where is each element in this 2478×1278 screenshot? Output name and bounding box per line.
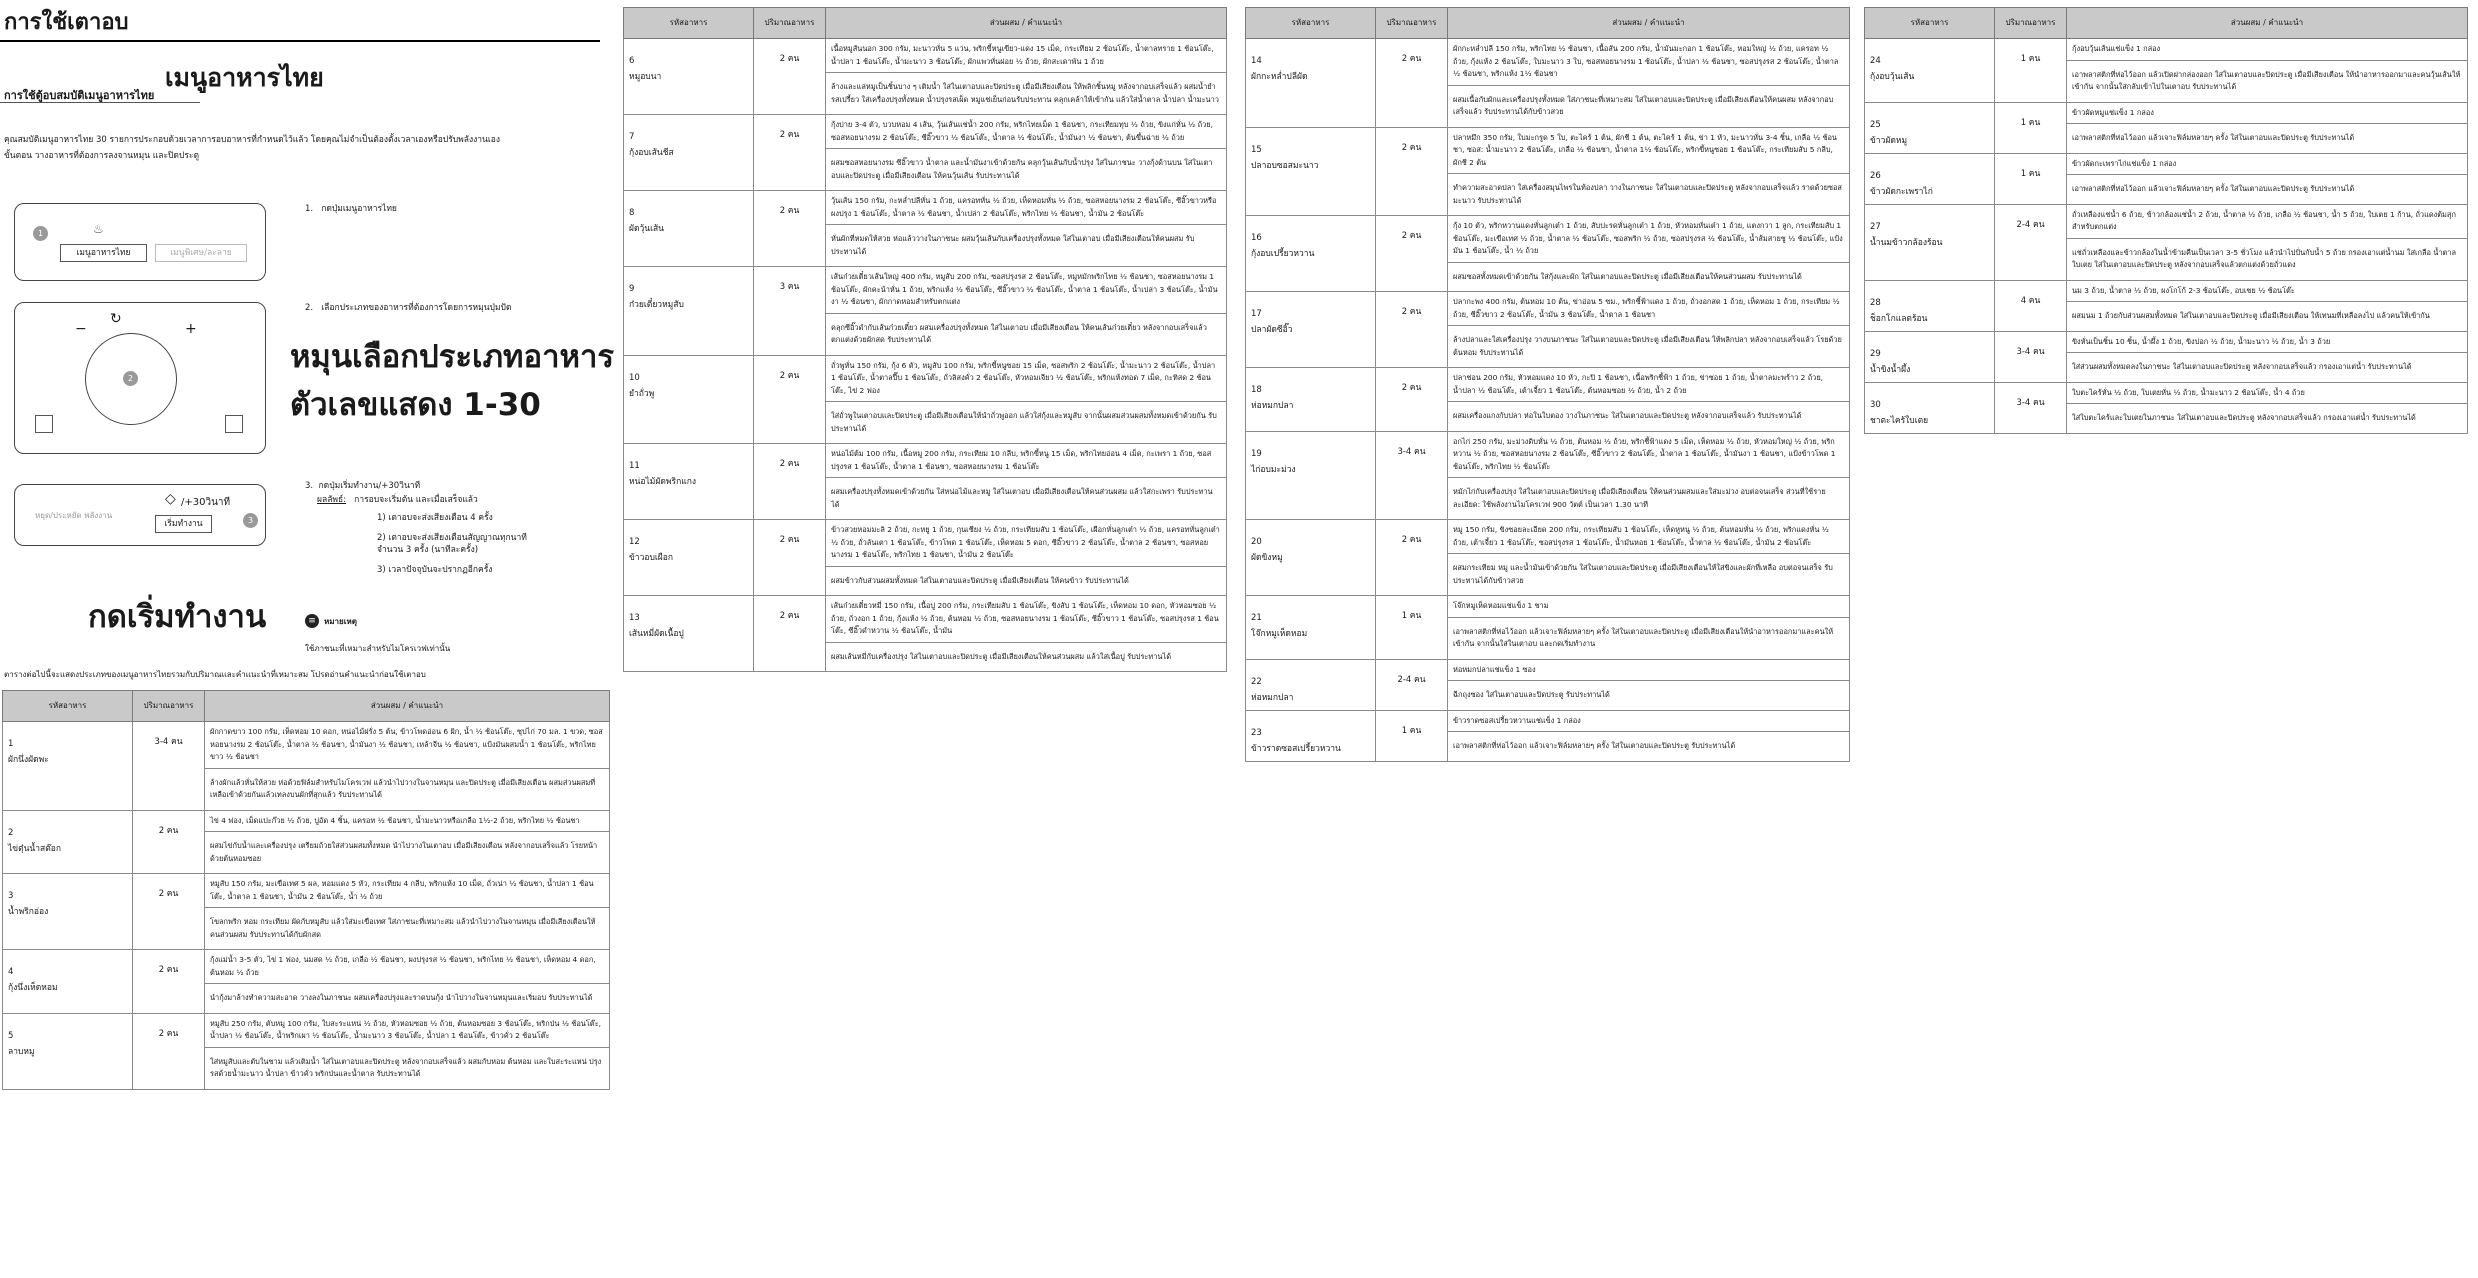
dish-name: ช็อกโกแลตร้อน — [1870, 313, 1928, 324]
dish-name: ก๋วยเตี๋ยวหมูสับ — [629, 300, 684, 310]
dish-ingredients: หมู 150 กรัม, ขิงซอยละเอียด 200 กรัม, กระเทียมสับ 1 ช้อนโต๊ะ, เห็ดหูหนู ½ ถ้วย, ต้นหอมหั่น ½ ถ้วย, พริกแดงหั่น ½ ถ้วย, เต้าเจี้ยว 1 ช้อนโต๊ะ, ซอสปรุงรส 1 ช้อนโต๊ะ, น้ำมันหอย 1 ช้อนโต๊ะ, น้ำตาล ½ ช้อนโต๊ะ, น้ำมัน 2 ช้อนโต๊ะ — [1448, 520, 1850, 554]
dish-quantity: 2 คน — [754, 520, 826, 596]
dish-name: ไก่อบมะม่วง — [1251, 464, 1296, 475]
title-divider — [0, 40, 600, 42]
dish-ingredients: ใบตะไคร้หั่น ½ ถ้วย, ใบเตยหั่น ½ ถ้วย, น้ำมะนาว 2 ช้อนโต๊ะ, น้ำ 4 ถ้วย — [2067, 382, 2468, 404]
dish-name-cell — [1246, 39, 1376, 128]
dish-name: ปลาอบซอสมะนาว — [1251, 160, 1319, 171]
dish-code: 16 — [1251, 233, 1262, 243]
dish-name-cell — [624, 355, 754, 444]
header-qty: ปริมาณอาหาร — [754, 8, 826, 39]
subheading: การใช้ตู้อบสมบัติเมนูอาหารไทย — [4, 89, 155, 102]
table-row — [624, 191, 1227, 225]
dish-name: ชาตะไคร้ใบเตย — [1870, 415, 1929, 426]
dish-code: 15 — [1251, 144, 1262, 155]
step-text: กดปุ่มเริ่มทำงาน/+30วินาที — [318, 481, 421, 491]
thai-menu-button[interactable] — [60, 244, 147, 262]
header-name: รหัสอาหาร — [624, 8, 754, 39]
dish-quantity: 2-4 คน — [1376, 659, 1448, 710]
table-row — [624, 520, 1227, 567]
table-row — [1865, 280, 2468, 302]
dish-ingredients: วุ้นเส้น 150 กรัม, กะหล่ำปลีหั่น 1 ถ้วย, แครอทหั่น ½ ถ้วย, เห็ดหอมหั่น ½ ถ้วย, ซอสหอยนางรม 2 ช้อนโต๊ะ, ซีอิ๊วขาวหรือผงปรุง 1 ช้อนโต๊ะ, น้ำตาล ½ ช้อนชา, น้ำเปล่า 2 ช้อนโต๊ะ, พริกไทย ½ ช้อนชา, น้ำมัน 2 ช้อนโต๊ะ — [826, 191, 1227, 225]
result-item: 3) เวลาปัจจุบันจะปรากฏอีกครั้ง — [377, 565, 493, 575]
table-row — [1246, 39, 1850, 86]
power-icon — [35, 415, 53, 433]
dish-name-cell — [1865, 102, 1995, 153]
caption-display: ตัวเลขแสดง 1-30 — [290, 387, 541, 423]
dish-code: 4 — [8, 967, 14, 977]
dish-name-cell — [1246, 520, 1376, 596]
dish-quantity: 2 คน — [754, 39, 826, 115]
table-row — [3, 810, 610, 832]
dish-name: หน่อไม้ผัดพริกแกง — [629, 477, 696, 487]
menu-table-2 — [623, 7, 1227, 672]
dish-quantity: 3 คน — [754, 267, 826, 356]
dish-quantity: 2 คน — [754, 115, 826, 191]
dish-quantity: 2 คน — [754, 444, 826, 520]
dish-name-cell — [1246, 216, 1376, 292]
dish-ingredients: ข้าวราดซอสเปรี้ยวหวานแช่แข็ง 1 กล่อง — [1448, 710, 1850, 732]
table-row — [624, 115, 1227, 149]
header-name: รหัสอาหาร — [3, 691, 133, 722]
step-number: 2. — [305, 303, 314, 313]
dish-instruction: ล้างผักแล้วหั่นให้สวย ห่อด้วยฟิล์มสำหรับไมโครเวฟ แล้วนำไปวางในจานหมุน และปิดประตู เมื่อมีเสียงเตือน ผสมส่วนผสมที่เหลือเข้าด้วยกันแล้วเทลงบนผักที่สุกแล้ว รับประทานได้ — [205, 768, 610, 810]
table-row — [1246, 520, 1850, 554]
dish-instruction: ทำความสะอาดปลา ใส่เครื่องสมุนไพรในท้องปลา วางในภาชนะ ใส่ในเตาอบและปิดประตู หลังจากอบเสร็จแล้ว ราดด้วยซอสมะนาว รับประทานได้ — [1448, 174, 1850, 216]
step-number: 3. — [305, 481, 314, 491]
table-row — [1246, 659, 1850, 681]
caption-press: กดเริ่มทำงาน — [88, 599, 267, 635]
table-body — [3, 722, 610, 1090]
dish-name-cell — [1865, 204, 1995, 280]
step-1 — [305, 203, 397, 215]
dish-name: ปลาผัดซีอิ๊ว — [1251, 325, 1293, 335]
dish-name-cell — [1865, 153, 1995, 204]
table-body — [1865, 39, 2468, 434]
dish-name: เส้นหมี่ผัดเนื้อปู — [629, 629, 684, 639]
control-panel-2 — [14, 302, 266, 454]
dish-code: 1 — [8, 739, 14, 749]
control-panel-3 — [14, 484, 266, 546]
dish-ingredients: ห่อหมกปลาแช่แข็ง 1 ซอง — [1448, 659, 1850, 681]
dish-code: 13 — [629, 613, 640, 623]
table-row — [624, 596, 1227, 643]
dish-instruction: ใส่ถั่วพูในเตาอบและปิดประตู เมื่อมีเสียงเตือนให้นำถั่วพูออก แล้วใส่กุ้งและหมูสับ จากนั้นผสมส่วนผสมทั้งหมดเข้าด้วยกัน รับประทานได้ — [826, 402, 1227, 444]
dish-quantity: 2 คน — [1376, 127, 1448, 216]
header-qty: ปริมาณอาหาร — [1995, 8, 2067, 39]
dish-instruction: ผสมเครื่องปรุงทั้งหมดเข้าด้วยกัน ใส่หน่อไม้และหมู ใส่ในเตาอบ เมื่อมีเสียงเตือนให้คนส่วนผสม แล้วใส่กะเพรา รับประทานได้ — [826, 478, 1227, 520]
dish-ingredients: ผักกาดขาว 100 กรัม, เห็ดหอม 10 ดอก, หน่อไม้ฝรั่ง 5 ต้น, ข้าวโพดอ่อน 6 ฝัก, น้ำ ½ ช้อนโต๊ะ, ซุปไก่ 70 มล. 1 ขวด, ซอสหอยนางรม 2 ช้อนโต๊ะ, น้ำตาล ½ ช้อนชา, น้ำมันงา ½ ช้อนชา, เหล้าจีน ½ ช้อนชา, แป้งมันผสมน้ำ 1 ช้อนโต๊ะ, พริกไทยขาว ½ ช้อนชา — [205, 722, 610, 769]
dish-instruction: คลุกซีอิ๊วดำกับเส้นก๋วยเตี๋ยว ผสมเครื่องปรุงทั้งหมด ใส่ในเตาอบ เมื่อมีเสียงเตือน ให้คนเส้นก๋วยเตี๋ยว หลังจากอบเสร็จแล้ว ตกแต่งด้วยผักสด รับประทานได้ — [826, 313, 1227, 355]
table-header-row — [1246, 8, 1850, 39]
dish-name-cell — [1865, 331, 1995, 382]
dish-quantity: 2 คน — [133, 810, 205, 874]
note-text: ใช้ภาชนะที่เหมาะสำหรับไมโครเวฟเท่านั้น — [305, 644, 451, 653]
timer-icon — [225, 415, 243, 433]
dish-quantity: 2 คน — [1376, 368, 1448, 432]
dish-quantity: 4 คน — [1995, 280, 2067, 331]
section-heading: เมนูอาหารไทย — [165, 63, 324, 92]
table-row — [1865, 204, 2468, 238]
dish-instruction: หั่นผักที่หมดให้สวย ห่อแล้ววางในภาชนะ ผสมวุ้นเส้นกับเครื่องปรุงทั้งหมด ใส่ในเตาอบ เมื่อมีเสียงเตือนให้คนผสม รับประทานได้ — [826, 225, 1227, 267]
dish-name: กุ้งอบเปรี้ยวหวาน — [1251, 249, 1315, 259]
header-ingredients: ส่วนผสม / คำแนะนำ — [205, 691, 610, 722]
step-badge-2: 2 — [123, 371, 138, 386]
table-header-row — [3, 691, 610, 722]
dish-instruction: เอาพลาสติกที่ห่อไว้ออก แล้วเจาะฟิล์มหลายๆ ครั้ง ใส่ในเตาอบและปิดประตู เมื่อมีเสียงเตือนให้นำอาหารออกมาและคนให้เข้ากัน จากนั้นใส่ในเตาอบ และกดเริ่มทำงาน — [1448, 617, 1850, 659]
dish-name-cell — [624, 596, 754, 672]
dish-code: 3 — [8, 891, 14, 901]
table-row — [1865, 153, 2468, 175]
dish-ingredients: ข้าวผัดกะเพราไก่แช่แข็ง 1 กล่อง — [2067, 153, 2468, 175]
dish-name-cell — [1865, 382, 1995, 433]
dish-quantity: 2 คน — [1376, 520, 1448, 596]
dish-name-cell — [3, 722, 133, 811]
table-header-row — [624, 8, 1227, 39]
dish-quantity: 1 คน — [1995, 102, 2067, 153]
dish-ingredients: เนื้อหมูสันนอก 300 กรัม, มะนาวหั่น 5 แว่น, พริกขี้หนูเขียว-แดง 15 เม็ด, กระเทียม 2 ช้อนโต๊ะ, น้ำตาลทราย 1 ช้อนโต๊ะ, น้ำปลา 1 ช้อนโต๊ะ, น้ำมะนาว 3 ช้อนโต๊ะ, ผักแพวหั่นฝอย ½ ถ้วย, ผักสะเดาพัน 1 ถ้วย — [826, 39, 1227, 73]
dish-quantity: 1 คน — [1995, 153, 2067, 204]
dish-name: ผักนึ่งผัดพะ — [8, 755, 49, 765]
dish-ingredients: ปลาช่อน 200 กรัม, หัวหอมแดง 10 หัว, กะปิ 1 ช้อนชา, เนื้อพริกชี้ฟ้า 1 ถ้วย, ข่าซอย 1 ถ้วย, น้ำตาลมะพร้าว 2 ถ้วย, น้ำปลา ½ ช้อนโต๊ะ, เต้าเจี้ยว 1 ช้อนโต๊ะ, ต้นหอมซอย ½ ถ้วย, น้ำ 2 ถ้วย — [1448, 368, 1850, 402]
dish-ingredients: กุ้งบ่าย 3-4 ตัว, บวบหอม 4 เส้น, วุ้นเส้นแช่น้ำ 200 กรัม, พริกไทยเม็ด 1 ช้อนชา, กระเทียมทุบ ½ ถ้วย, ขิงแก่หั่น ½ ถ้วย, ซอสหอยนางรม 2 ช้อนโต๊ะ, ซีอิ๊วขาว ½ ช้อนโต๊ะ, น้ำตาล ½ ช้อนโต๊ะ, น้ำมันงา ½ ช้อนชา, ต้นขึ้นฉ่าย ½ ถ้วย — [826, 115, 1227, 149]
control-panel-1 — [14, 203, 266, 281]
dish-name-cell — [624, 191, 754, 267]
dish-ingredients: ปลากะพง 400 กรัม, ต้นหอม 10 ต้น, ข่าอ่อน 5 ซม., พริกชี้ฟ้าแดง 1 ถ้วย, ถั่วงอกสด 1 ถ้วย, เห็ดหอม 1 ถ้วย, กระเทียม ½ ถ้วย, ซีอิ๊วขาว 2 ช้อนโต๊ะ, น้ำมัน 3 ช้อนโต๊ะ, น้ำตาล 1 ช้อนชา — [1448, 292, 1850, 326]
subheading-divider — [0, 102, 200, 103]
dish-name-cell — [624, 115, 754, 191]
dish-name-cell — [1246, 659, 1376, 710]
dish-instruction: หมักไก่กับเครื่องปรุง ใส่ในเตาอบและปิดประตู เมื่อมีเสียงเตือน ให้คนส่วนผสมและใส่มะม่วง อบต่อจนเสร็จ ส่วนที่ใช้รายละเอียด: ใช้พลังงานไมโครเวฟ 900 วัตต์ เป็นเวลา 1.30 นาที — [1448, 478, 1850, 520]
table-row — [1246, 710, 1850, 732]
dish-instruction: ผสมข้าวกับส่วนผสมทั้งหมด ใส่ในเตาอบและปิดประตู เมื่อมีเสียงเตือน ให้คนข้าว รับประทานได้ — [826, 566, 1227, 596]
dish-code: 8 — [629, 208, 635, 218]
dish-quantity: 2-4 คน — [1995, 204, 2067, 280]
dish-code: 11 — [629, 461, 640, 471]
dish-instruction: ผสมเครื่องแกงกับปลา ห่อในใบตอง วางในภาชนะ ใส่ในเตาอบและปิดประตู หลังจากอบเสร็จแล้ว รับประทานได้ — [1448, 402, 1850, 432]
step-number: 1. — [305, 204, 314, 214]
dish-instruction: โขลกพริก หอม กระเทียม ผัดกับหมูสับ แล้วใส่มะเขือเทศ ใส่ภาชนะที่เหมาะสม แล้วนำไปวางในจานหมุน เมื่อมีเสียงเตือนให้คนส่วนผสม รับประทานได้กับผักสด — [205, 908, 610, 950]
dish-name-cell — [3, 1013, 133, 1089]
dish-name-cell — [1246, 292, 1376, 368]
table-body — [624, 39, 1227, 672]
dish-quantity: 3-4 คน — [133, 722, 205, 811]
dish-quantity: 1 คน — [1995, 39, 2067, 103]
note-icon: ≡ — [305, 614, 319, 628]
result-label: ผลลัพธ์: — [317, 495, 347, 505]
dish-quantity: 2 คน — [1376, 216, 1448, 292]
dish-code: 20 — [1251, 537, 1262, 547]
menu-table-3 — [1245, 7, 1850, 762]
dish-ingredients: ขิงหั่นเป็นชิ้น 10 ชิ้น, น้ำผึ้ง 1 ถ้วย, ขิงปอก ½ ถ้วย, น้ำมะนาว ½ ถ้วย, น้ำ 3 ถ้วย — [2067, 331, 2468, 353]
stop-label[interactable]: หยุด/ประหยัด พลังงาน — [35, 511, 113, 520]
dish-ingredients: นม 3 ถ้วย, น้ำตาล ½ ถ้วย, ผงโกโก้ 2-3 ช้อนโต๊ะ, อบเชย ½ ช้อนโต๊ะ — [2067, 280, 2468, 302]
dish-instruction: เอาพลาสติกที่ห่อไว้ออก แล้วเปิดฝากล่องออก ใส่ในเตาอบและปิดประตู เมื่อมีเสียงเตือน ให้นำอาหารออกมาและคนวุ้นเส้นให้เข้ากัน จากนั้นใส่กลับเข้าไปในเตาอบ รับประทานได้ — [2067, 60, 2468, 102]
table-row — [624, 39, 1227, 73]
header-ingredients: ส่วนผสม / คำแนะนำ — [1448, 8, 1850, 39]
dish-instruction: แช่ถั่วเหลืองและข้าวกล้องในน้ำข้ามคืนเป็นเวลา 3-5 ชั่วโมง แล้วนำไปปั่นกับน้ำ 5 ถ้วย กรองเอาแต่น้ำนม ใส่เกลือ น้ำตาล ใบเตย ใส่ในเตาอบและปิดประตู หลังจากอบเสร็จแล้วตกแต่งด้วยถั่วแดง — [2067, 238, 2468, 280]
dish-instruction: ผสมซอสทั้งหมดเข้าด้วยกัน ใส่กุ้งและผัก ใส่ในเตาอบและปิดประตู เมื่อมีเสียงเตือนให้คนส่วนผสม รับประทานได้ — [1448, 262, 1850, 292]
dish-ingredients: เส้นก๋วยเตี๋ยวเส้นใหญ่ 400 กรัม, หมูสับ 200 กรัม, ซอสปรุงรส 2 ช้อนโต๊ะ, หมูหมักพริกไทย ½ ช้อนชา, ซอสหอยนางรม 1 ช้อนโต๊ะ, ผักคะน้าหั่น 1 ถ้วย, พริกแห้ง ½ ช้อนโต๊ะ, ซีอิ๊วขาว ½ ช้อนโต๊ะ, น้ำตาล 1 ช้อนโต๊ะ, น้ำเปล่า 3 ช้อนโต๊ะ, น้ำมันงา ½ ช้อนชา, ผักกาดหอมสำหรับตกแต่ง — [826, 267, 1227, 314]
menu-table-1 — [2, 690, 610, 1090]
table-intro: ตารางต่อไปนี้จะแสดงประเภทของเมนูอาหารไทยรวมกับปริมาณและคำแนะนำที่เหมาะสม โปรดอ่านคำแนะนำก่อนใช้เตาอบ — [4, 670, 426, 679]
dish-instruction: ฉีกถุงซอง ใส่ในเตาอบและปิดประตู รับประทานได้ — [1448, 681, 1850, 711]
dish-instruction: ผสมเส้นหมี่กับเครื่องปรุง ใส่ในเตาอบและปิดประตู เมื่อมีเสียงเตือนให้คนส่วนผสม แล้วใส่เนื้อปู รับประทานได้ — [826, 642, 1227, 672]
header-ingredients: ส่วนผสม / คำแนะนำ — [2067, 8, 2468, 39]
table-row — [1246, 292, 1850, 326]
dish-instruction: เอาพลาสติกที่ห่อไว้ออก แล้วเจาะฟิล์มหลายๆ ครั้ง ใส่ในเตาอบและปิดประตู รับประทานได้ — [1448, 732, 1850, 762]
dish-code: 29 — [1870, 348, 1881, 359]
dish-name: ข้าวผัดหมู — [1870, 135, 1908, 146]
dish-name: หมูอบนา — [629, 72, 662, 82]
dish-quantity: 3-4 คน — [1376, 431, 1448, 520]
start-button[interactable] — [155, 515, 212, 533]
minus-sign: − — [75, 321, 87, 337]
dish-code: 25 — [1870, 119, 1881, 130]
header-ingredients: ส่วนผสม / คำแนะนำ — [826, 8, 1227, 39]
dish-name-cell — [1246, 710, 1376, 761]
dish-ingredients: เส้นก๋วยเตี๋ยวหมี่ 150 กรัม, เนื้อปู 200 กรัม, กระเทียมสับ 1 ช้อนโต๊ะ, ขิงสับ 1 ช้อนโต๊ะ, เห็ดหอม 10 ดอก, หัวหอมซอย ½ ถ้วย, ถั่วงอก 1 ถ้วย, กุ้งแห้ง ½ ถ้วย, ต้นหอม ½ ถ้วย, ซอสหอยนางรม 1 ช้อนโต๊ะ, ซีอิ๊วขาว 1 ช้อนโต๊ะ, ซอสปรุงรส 1 ช้อนโต๊ะ, ซีอิ๊วดำหวาน ½ ช้อนโต๊ะ, น้ำมัน — [826, 596, 1227, 643]
dish-quantity: 2 คน — [1376, 292, 1448, 368]
dish-instruction: ใส่ใบตะไคร้และใบเตยในภาชนะ ใส่ในเตาอบและปิดประตู หลังจากอบเสร็จแล้ว กรองเอาแต่น้ำ รับประทานได้ — [2067, 404, 2468, 434]
dish-name: น้ำนมข้าวกล้องร้อน — [1870, 237, 1943, 248]
dish-quantity: 2 คน — [1376, 39, 1448, 128]
dish-instruction: ผสมเนื้อกับผักและเครื่องปรุงทั้งหมด ใส่ภาชนะที่เหมาะสม ใส่ในเตาอบและปิดประตู เมื่อมีเสียงเตือนให้คนผสม หลังจากอบเสร็จแล้ว รับประทานได้กับข้าวสวย — [1448, 85, 1850, 127]
dish-code: 26 — [1870, 170, 1881, 181]
dish-instruction: เอาพลาสติกที่ห่อไว้ออก แล้วเจาะฟิล์มหลายๆ ครั้ง ใส่ในเตาอบและปิดประตู รับประทานได้ — [2067, 175, 2468, 205]
table-row — [624, 267, 1227, 314]
dish-instruction: ผสมซอสหอยนางรม ซีอิ๊วขาว น้ำตาล และน้ำมันงาเข้าด้วยกัน คลุกวุ้นเส้นกับน้ำปรุง ใส่ในภาชนะ วางกุ้งด้านบน ใส่ในเตาอบและปิดประตู เมื่อมีเสียงเตือน ให้คนวุ้นเส้น รับประทานได้ — [826, 149, 1227, 191]
dish-name: ห่อหมกปลา — [1251, 692, 1294, 703]
dish-name-cell — [3, 874, 133, 950]
dish-ingredients: ข้าวสวยหอมมะลิ 2 ถ้วย, กะหยู 1 ถ้วย, กุนเชียง ½ ถ้วย, กระเทียมสับ 1 ช้อนโต๊ะ, เผือกหั่นลูกเต๋า ½ ถ้วย, แครอทหั่นลูกเต๋า ½ ถ้วย, ถั่วลันเตา 1 ช้อนโต๊ะ, ข้าวโพด 1 ช้อนโต๊ะ, เห็ดหอม 5 ดอก, ซีอิ๊วขาว 2 ช้อนโต๊ะ, น้ำตาล 2 ช้อนชา, ซอสหอยนางรม 1 ช้อนโต๊ะ, พริกไทย 1 ช้อนชา, น้ำมัน 2 ช้อนโต๊ะ — [826, 520, 1227, 567]
dish-quantity: 2 คน — [133, 950, 205, 1014]
dish-code: 28 — [1870, 297, 1881, 308]
dish-quantity: 2 คน — [754, 355, 826, 444]
table-row — [1865, 102, 2468, 124]
result-item: 1) เตาอบจะส่งเสียงเตือน 4 ครั้ง — [377, 513, 493, 523]
step-badge-1: 1 — [33, 226, 48, 241]
dish-ingredients: กุ้งอบวุ้นเส้นแช่แข็ง 1 กล่อง — [2067, 39, 2468, 61]
table-row — [624, 355, 1227, 402]
table-body — [1246, 39, 1850, 762]
table-row — [1865, 382, 2468, 404]
dish-name-cell — [1246, 127, 1376, 216]
dish-code: 12 — [629, 537, 640, 547]
caption-turn: หมุนเลือกประเภทอาหาร — [290, 339, 615, 375]
special-menu-button[interactable] — [155, 244, 247, 262]
dish-code: 2 — [8, 827, 14, 838]
dish-code: 23 — [1251, 727, 1262, 738]
step-text: กดปุ่มเมนูอาหารไทย — [321, 204, 397, 214]
dish-ingredients: ไข่ 4 ฟอง, เม็ดแปะก๊วย ½ ถ้วย, ปูอัด 4 ชิ้น, แครอท ½ ช้อนชา, น้ำมะนาวหรือเกลือ 1½-2 ถ้วย, พริกไทย ½ ช้อนชา — [205, 810, 610, 832]
dish-quantity: 1 คน — [1376, 710, 1448, 761]
result-intro: การอบจะเริ่มต้น และเมื่อเสร็จแล้ว — [354, 495, 478, 505]
dish-instruction: เอาพลาสติกที่ห่อไว้ออก แล้วเจาะฟิล์มหลายๆ ครั้ง ใส่ในเตาอบและปิดประตู รับประทานได้ — [2067, 124, 2468, 154]
intro-line: ขั้นตอน วางอาหารที่ต้องการลงจานหมุน และปิดประตู — [4, 151, 199, 161]
dish-code: 17 — [1251, 309, 1262, 319]
start-icon: ◇ — [165, 491, 176, 507]
dish-name: ข้าวอบเผือก — [629, 553, 673, 563]
table-row — [1246, 368, 1850, 402]
dish-name: ข้าวผัดกะเพราไก่ — [1870, 186, 1933, 197]
table-row — [3, 722, 610, 769]
dish-name: กุ้งนึ่งเห็ดหอม — [8, 983, 58, 993]
step-badge-3: 3 — [243, 513, 258, 528]
dish-ingredients: หน่อไม้ต้ม 100 กรัม, เนื้อหมู 200 กรัม, กระเทียม 10 กลีบ, พริกขี้หนู 15 เม็ด, พริกไทยอ่อน 4 เม็ด, กะเพรา 1 ถ้วย, ซอสปรุงรส 1 ช้อนโต๊ะ, น้ำตาล 1 ช้อนชา, ซอสหอยนางรม 1 ช้อนโต๊ะ — [826, 444, 1227, 478]
dish-ingredients: ถั่วเหลืองแช่น้ำ 6 ถ้วย, ข้าวกล้องแช่น้ำ 2 ถ้วย, น้ำตาล ½ ถ้วย, เกลือ ½ ช้อนชา, น้ำ 5 ถ้วย, ใบเตย 1 ก้าน, ถั่วแดงต้มสุกสำหรับตกแต่ง — [2067, 204, 2468, 238]
dish-name: ห่อหมกปลา — [1251, 401, 1294, 411]
dish-name-cell — [624, 267, 754, 356]
dish-name-cell — [1246, 596, 1376, 660]
dish-ingredients: ข้าวผัดหมูแช่แข็ง 1 กล่อง — [2067, 102, 2468, 124]
table-row — [1246, 596, 1850, 618]
dish-code: 6 — [629, 56, 635, 66]
dish-quantity: 3-4 คน — [1995, 382, 2067, 433]
header-name: รหัสอาหาร — [1865, 8, 1995, 39]
dish-code: 14 — [1251, 56, 1262, 66]
table-header-row — [1865, 8, 2468, 39]
dish-name-cell — [624, 444, 754, 520]
dish-quantity: 2 คน — [133, 874, 205, 950]
table-row — [3, 950, 610, 984]
dish-code: 24 — [1870, 56, 1881, 66]
dish-ingredients: หมูสับ 150 กรัม, มะเขือเทศ 5 ผล, หอมแดง 5 หัว, กระเทียม 4 กลีบ, พริกแห้ง 10 เม็ด, ถั่วเน่า ½ ช้อนชา, น้ำปลา 1 ช้อนโต๊ะ, น้ำตาล 1 ช้อนชา, น้ำมัน 2 ช้อนโต๊ะ, น้ำ ½ ถ้วย — [205, 874, 610, 908]
dish-name: ไข่ตุ๋นน้ำสต๊อก — [8, 843, 61, 854]
menu-table-4 — [1864, 7, 2468, 434]
dish-name-cell — [3, 810, 133, 874]
dish-name: ข้าวราดซอสเปรี้ยวหวาน — [1251, 743, 1341, 754]
dish-quantity: 2 คน — [133, 1013, 205, 1089]
dish-code: 22 — [1251, 676, 1262, 687]
dish-instruction: ล้างปลาและใส่เครื่องปรุง วางบนภาชนะ ใส่ในเตาอบและปิดประตู เมื่อมีเสียงเตือน ให้พลิกปลา หลังจากอบเสร็จแล้ว โรยด้วยต้นหอม รับประทานได้ — [1448, 326, 1850, 368]
dish-quantity: 1 คน — [1376, 596, 1448, 660]
table-row — [3, 1013, 610, 1047]
dish-name-cell — [624, 39, 754, 115]
dish-code: 27 — [1870, 221, 1881, 232]
plus30-label: /+30วินาที — [181, 497, 231, 508]
dish-ingredients: อกไก่ 250 กรัม, มะม่วงดิบหั่น ½ ถ้วย, ต้นหอม ½ ถ้วย, พริกชี้ฟ้าแดง 5 เม็ด, เห็ดหอม ½ ถ้วย, หัวหอมใหญ่ ½ ถ้วย, พริกหวาน ½ ถ้วย, ซอสหอยนางรม 2 ช้อนโต๊ะ, ซีอิ๊วขาว 2 ช้อนโต๊ะ, น้ำตาล 1 ช้อนโต๊ะ, น้ำมันงา 1 ช้อนชา, แป้งข้าวโพด 1 ช้อนโต๊ะ, พริกไทย ½ ช้อนโต๊ะ — [1448, 431, 1850, 478]
dish-code: 19 — [1251, 448, 1262, 459]
special-menu-button-label: เมนูพิเศษ/ละลาย — [170, 248, 232, 258]
dish-instruction: ผสมไข่กับน้ำและเครื่องปรุง เตรียมถ้วยใส่ส่วนผสมทั้งหมด นำไปวางในเตาอบ เมื่อมีเสียงเตือน หลังจากอบเสร็จแล้ว โรยหน้าด้วยต้นหอมซอย — [205, 832, 610, 874]
dish-ingredients: กุ้ง 10 ตัว, พริกหวานแดงหั่นลูกเต๋า 1 ถ้วย, สับปะรดหั่นลูกเต๋า 1 ถ้วย, หัวหอมหั่นเต๋า 1 ถ้วย, แตงกวา 1 ลูก, กระเทียมสับ 1 ช้อนโต๊ะ, มะเขือเทศ ½ ถ้วย, น้ำตาล ½ ช้อนโต๊ะ, ซอสพริก ½ ถ้วย, ซอสปรุงรส ½ ช้อนโต๊ะ, น้ำส้มสายชู ½ ช้อนโต๊ะ, แป้งมัน 1 ช้อนโต๊ะ, น้ำ ½ ถ้วย — [1448, 216, 1850, 263]
dish-instruction: ใส่ส่วนผสมทั้งหมดลงในภาชนะ ใส่ในเตาอบและปิดประตู หลังจากอบเสร็จแล้ว กรองเอาแต่น้ำ รับประทานได้ — [2067, 353, 2468, 383]
dish-instruction: ผสมกระเทียม หมู และน้ำมันเข้าด้วยกัน ใส่ในเตาอบและปิดประตู เมื่อมีเสียงเตือนให้ใส่ขิงและผักที่เหลือ อบต่อจนเสร็จ รับประทานได้กับข้าวสวย — [1448, 554, 1850, 596]
dish-name: ยำถั่วพู — [629, 388, 655, 399]
intro-text — [4, 132, 574, 164]
rotate-arrow-icon: ↻ — [110, 311, 122, 327]
pot-icon: ♨ — [93, 222, 104, 236]
dish-instruction: ผสมนม 1 ถ้วยกับส่วนผสมทั้งหมด ใส่ในเตาอบและปิดประตู เมื่อมีเสียงเตือน ให้เทนมที่เหลือลงไป แล้วคนให้เข้ากัน — [2067, 302, 2468, 332]
dish-code: 7 — [629, 132, 635, 142]
table-row — [1246, 127, 1850, 174]
dish-ingredients: กุ้งแม่น้ำ 3-5 ตัว, ไข่ 1 ฟอง, นมสด ½ ถ้วย, เกลือ ½ ช้อนชา, ผงปรุงรส ½ ช้อนชา, พริกไทย ½ ช้อนชา, เห็ดหอม 4 ดอก, ต้นหอม ½ ถ้วย — [205, 950, 610, 984]
dish-instruction: ล้างและแล่หมูเป็นชิ้นบาง ๆ เติมน้ำ ใส่ในเตาอบและปิดประตู เมื่อมีเสียงเตือน ให้พลิกชิ้นหมู หลังจากอบเสร็จแล้ว ผสมน้ำยำรสเปรี้ยว ใส่เครื่องปรุงทั้งหมด น้ำปรุงรสเผ็ด หมูแช่เย็นก่อนรับประทาน คลุกเคล้าให้เข้ากัน แล้วใส่น้ำตาล น้ำปลา น้ำมะนาว — [826, 73, 1227, 115]
header-qty: ปริมาณอาหาร — [1376, 8, 1448, 39]
dish-name: ลาบหมู — [8, 1046, 35, 1057]
note-label: หมายเหตุ — [324, 617, 357, 626]
dish-name: ผักกะหล่ำปลีผัด — [1251, 72, 1308, 82]
step-3 — [305, 480, 585, 576]
dish-instruction: นำกุ้งมาล้างทำความสะอาด วางลงในภาชนะ ผสมเครื่องปรุงและราดบนกุ้ง นำไปวางในจานหมุนและเริ่มอบ รับประทานได้ — [205, 984, 610, 1014]
step-text: เลือกประเภทของอาหารที่ต้องการโดยการหมุนปุ่มปัด — [321, 303, 512, 313]
intro-line: คุณสมบัติเมนูอาหารไทย 30 รายการประกอบด้วยเวลาการอบอาหารที่กำหนดไว้แล้ว โดยคุณไม่จำเป็นต้องตั้งเวลาเองหรือปรับพลังงานเอง — [4, 135, 501, 145]
dish-name-cell — [1246, 431, 1376, 520]
dish-name-cell — [1865, 280, 1995, 331]
table-row — [1246, 216, 1850, 263]
dish-ingredients: ถั่วพูหั่น 150 กรัม, กุ้ง 6 ตัว, หมูสับ 100 กรัม, พริกขี้หนูซอย 15 เม็ด, ซอสพริก 2 ช้อนโต๊ะ, น้ำมะนาว 2 ช้อนโต๊ะ, น้ำปลา 1 ช้อนโต๊ะ, น้ำตาลปี๊บ 1 ช้อนโต๊ะ, ถั่วลิสงคั่ว 2 ช้อนโต๊ะ, หัวหอมเจียว ½ ช้อนโต๊ะ, พริกแห้งทอด 7 เม็ด, กะทิสด 2 ช้อนโต๊ะ, ไข่ 2 ฟอง — [826, 355, 1227, 402]
table-row — [624, 444, 1227, 478]
dish-code: 30 — [1870, 399, 1881, 410]
plus-sign: + — [185, 321, 197, 337]
dish-code: 5 — [8, 1030, 14, 1041]
dish-name-cell — [1246, 368, 1376, 432]
dish-code: 10 — [629, 372, 640, 383]
table-row — [1246, 431, 1850, 478]
step-2 — [305, 302, 511, 314]
dish-instruction: ใส่หมูสับและตับในชาม แล้วเติมน้ำ ใส่ในเตาอบและปิดประตู หลังจากอบเสร็จแล้ว ผสมกับหอม ต้นหอม และใบสะระแหน่ ปรุงรสด้วยน้ำมะนาว น้ำปลา ข้าวคั่ว พริกป่นและน้ำตาล รับประทานได้ — [205, 1047, 610, 1089]
dish-name: น้ำขิงน้ำผึ้ง — [1870, 364, 1911, 375]
table-row — [3, 874, 610, 908]
dish-name: โจ๊กหมูเห็ดหอม — [1251, 629, 1308, 639]
dish-ingredients: หมูสับ 250 กรัม, ตับหมู 100 กรัม, ใบสะระแหน่ ½ ถ้วย, หัวหอมซอย ½ ถ้วย, ต้นหอมซอย 3 ช้อนโต๊ะ, พริกป่น ½ ช้อนโต๊ะ, น้ำปลา ½ ช้อนโต๊ะ, น้ำพริกเผา ½ ช้อนโต๊ะ, น้ำมะนาว 3 ช้อนโต๊ะ, น้ำปลา 1 ช้อนโต๊ะ, ข้าวคั่ว 2 ช้อนโต๊ะ — [205, 1013, 610, 1047]
dish-code: 18 — [1251, 385, 1262, 395]
dish-name-cell — [3, 950, 133, 1014]
dish-name-cell — [624, 520, 754, 596]
dish-quantity: 3-4 คน — [1995, 331, 2067, 382]
dish-name: กุ้งอบวุ้นเส้น — [1870, 72, 1915, 82]
dish-name: กุ้งอบเส้นชีส — [629, 148, 674, 158]
thai-menu-button-label: เมนูอาหารไทย — [76, 248, 131, 258]
dish-ingredients: ปลาหมึก 350 กรัม, ใบมะกรูด 5 ใบ, ตะไคร้ 1 ต้น, ผักชี 1 ต้น, ตะไคร้ 1 ต้น, ข่า 1 หัว, มะนาวหั่น 3-4 ชิ้น, เกลือ ½ ช้อนชา, ซอส: น้ำมะนาว 2 ช้อนโต๊ะ, เกลือ ½ ช้อนชา, น้ำตาล 1½ ช้อนโต๊ะ, พริกขี้หนูซอย 1 ช้อนโต๊ะ, กระเทียมสับ 5 กลีบ, ผักชี 2 ต้น — [1448, 127, 1850, 174]
dish-name: ผัดขิงหมู — [1251, 553, 1283, 563]
header-qty: ปริมาณอาหาร — [133, 691, 205, 722]
dish-name: ผัดวุ้นเส้น — [629, 224, 664, 234]
dish-quantity: 2 คน — [754, 191, 826, 267]
dish-code: 9 — [629, 284, 635, 294]
dish-code: 21 — [1251, 613, 1262, 623]
header-name: รหัสอาหาร — [1246, 8, 1376, 39]
start-button-label: เริ่มทำงาน — [164, 519, 203, 529]
table-row — [1865, 331, 2468, 353]
dish-name: น้ำพริกอ่อง — [8, 907, 49, 917]
dish-ingredients: ผักกะหล่ำปลี 150 กรัม, พริกไทย ½ ช้อนชา, เนื้อสัน 200 กรัม, น้ำมันมะกอก 1 ช้อนโต๊ะ, หอมใหญ่ ½ ถ้วย, แครอท ½ ถ้วย, กุ้งแห้ง 2 ช้อนโต๊ะ, ใบมะนาว 3 ใบ, ซอสหอยนางรม 1 ช้อนโต๊ะ, น้ำปลา ½ ช้อนชา, ซอสปรุงรส 2 ช้อนโต๊ะ, น้ำตาล ½ ช้อนชา, พริกแห้ง 1½ ช้อนชา — [1448, 39, 1850, 86]
dish-name-cell — [1865, 39, 1995, 103]
table-row — [1865, 39, 2468, 61]
result-item: 2) เตาอบจะส่งเสียงเตือนสัญญาณทุกนาทีจำนวน 3 ครั้ง (นาทีละครั้ง) — [377, 533, 527, 555]
manual-title: การใช้เตาอบ — [4, 10, 129, 35]
dish-ingredients: โจ๊กหมูเห็ดหอมแช่แข็ง 1 ชาม — [1448, 596, 1850, 618]
dish-quantity: 2 คน — [754, 596, 826, 672]
